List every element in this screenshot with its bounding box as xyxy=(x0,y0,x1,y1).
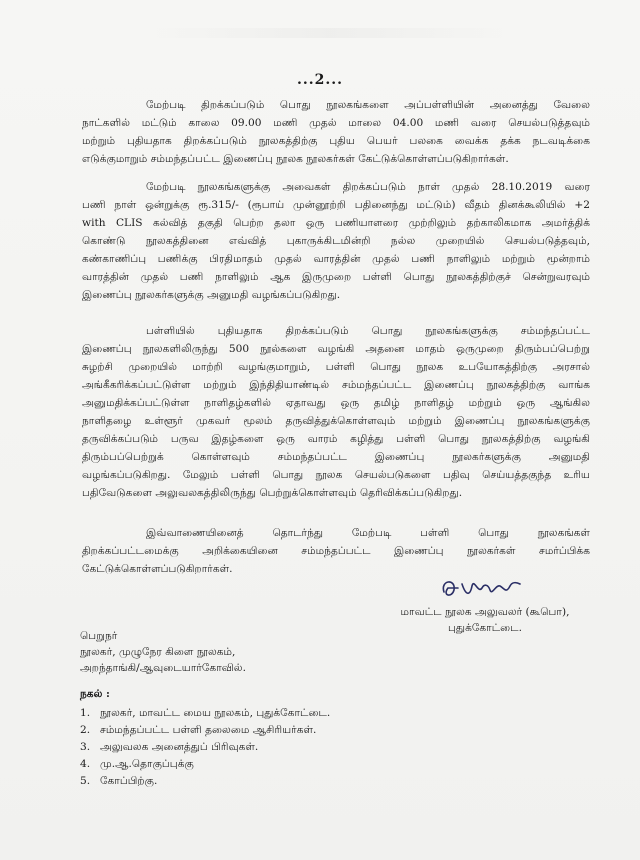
signatory-place: புதுக்கோட்டை. xyxy=(448,622,522,634)
paragraph-line: வழங்கப்படுகிறது. மேலும் பள்ளி பொது நூலக செயல்படுகளை பதிவு செய்யத்தகுந்த உரிய xyxy=(82,469,590,481)
paragraph-line: கொண்டு நூலகத்தினை எவ்வித் புகாருக்கிடமின்றி நல்ல முறையில் செயல்படுத்தவும், xyxy=(82,235,590,247)
signature-mark xyxy=(436,574,526,602)
paragraph-line: அங்கீகரிக்கப்பட்டுள்ள மற்றும் இந்திதியாண்டில் சம்மந்தப்பட்ட இணைப்பு நூலகத்திற்கு வாங்க xyxy=(82,379,590,391)
paragraph-line: அனுமதிக்கப்பட்டுள்ள நாளிதழ்களில் ஏதாவது ஒரு தமிழ் நாளிதழ் மற்றும் ஒரு ஆங்கில xyxy=(82,397,590,409)
paragraph-line: நாளிதழை உள்ளூர் முகவர் மூலம் தருவித்துக்கொள்ளவும் மற்றும் இணைப்பு நூலகங்களுக்கு xyxy=(82,415,590,427)
paragraph-line: எடுக்குமாறும் சம்மந்தப்பட்ட இணைப்பு நூலக நூலகர்கள் கேட்டுக்கொள்ளப்படுகிறார்கள். xyxy=(82,153,509,165)
paragraph-line: மற்றும் புதியதாக திறக்கப்படும் நூலகத்திற்கு புதிய பெயர் பலகை வைக்க தக்க நடவடிக்கை xyxy=(82,135,590,147)
paragraph-line: பதிவேடுகளை அலுவலகத்திலிருந்து பெற்றுக்கொள்ளவும் தெரிவிக்கப்படுகிறது. xyxy=(82,487,463,499)
copy-to-label: நகல் : xyxy=(80,688,110,700)
paragraph-line: கேட்டுக்கொள்ளப்படுகிறார்கள். xyxy=(82,563,233,575)
paragraph-line: இணைப்பு நூலகர்களுக்கு அனுமதி வழங்கப்படுகிறது. xyxy=(82,289,341,301)
page-number: ...2... xyxy=(297,72,343,88)
paragraph-line: திரும்பப்பெற்றுக் கொள்ளவும் சம்மந்தப்பட்ட இணைப்பு நூலகர்களுக்கு அனுமதி xyxy=(82,451,590,463)
paragraph-line: நாட்களில் மட்டும் காலை 09.00 மணி முதல் மாலை 04.00 மணி வரை செயல்படுத்தவும் xyxy=(82,117,590,129)
faint-bleed-through xyxy=(150,28,510,38)
paragraph-line: மேற்படி திறக்கப்படும் பொது நூலகங்களை அப்பள்ளியின் அனைத்து வேலை xyxy=(146,99,590,111)
copy-to-item: 2. சம்மந்தப்பட்ட பள்ளி தலைமை ஆசிரியர்கள். xyxy=(80,724,317,736)
paragraph-3 xyxy=(82,322,590,502)
recipient-line-2: அறந்தாங்கி/ஆவுடையார்கோவில். xyxy=(80,662,246,674)
paragraph-line: வாரத்தின் முதல் பணி நாளிலும் ஆக இருமுறை பள்ளி பொது நூலகத்திற்குச் சென்றுவரவும் xyxy=(82,271,590,283)
paragraph-line: இணைப்பு நூலகளிலிருந்து 500 நூல்களை வழங்கி அதனை மாதம் ஒருமுறை திரும்பப்பெற்று xyxy=(82,343,590,355)
recipient-line-1: நூலகர், முழுநேர கிளை நூலகம், xyxy=(80,646,236,658)
signatory-block xyxy=(370,604,600,636)
recipient-block xyxy=(80,628,380,676)
paragraph-line: திறக்கப்பட்டமைக்கு அறிக்கையினை சம்மந்தப்பட்ட இணைப்பு நூலகர்கள் சமர்ப்பிக்க xyxy=(82,545,590,557)
copy-to-list xyxy=(80,705,480,790)
paragraph-line: சுழற்சி முறையில் மாற்றி வழங்குமாறும், பள்ளி பொது நூலக உபயோகத்திற்கு அரசால் xyxy=(82,361,590,373)
copy-to-item: 4. மு.ஆ.தொகுப்புக்கு xyxy=(80,758,194,770)
paragraph-line: கண்காணிப்பு பணிக்கு பிரதிமாதம் முதல் வாரத்தின் முதல் பணி நாளிலும் மற்றும் மூன்றாம் xyxy=(82,253,590,265)
paragraph-1 xyxy=(82,96,590,168)
copy-to-item: 3. அலுவலக அனைத்துப் பிரிவுகள். xyxy=(80,741,259,753)
copy-to-block xyxy=(80,686,480,790)
paragraph-2 xyxy=(82,178,590,304)
recipient-label: பெறுநர் xyxy=(80,630,118,642)
copy-to-item: 1. நூலகர், மாவட்ட மைய நூலகம், புதுக்கோட்டை. xyxy=(80,707,331,719)
copy-to-item: 5. கோப்பிற்கு. xyxy=(80,775,158,787)
paragraph-line: மேற்படி நூலகங்களுக்கு அவைகள் திறக்கப்படும் நாள் முதல் 28.10.2019 வரை xyxy=(146,181,590,193)
signatory-title: மாவட்ட நூலக அலுவலர் (கூபொ), xyxy=(400,606,570,618)
paragraph-4 xyxy=(82,524,590,578)
paragraph-line: பணி நாள் ஒன்றுக்கு ரூ.315/- (ரூபாய் முன்னூற்றி பதினைந்து மட்டும்) வீதம் தினக்கூலியில் +2 xyxy=(82,199,590,211)
paragraph-line: இவ்வாணையினைத் தொடர்ந்து மேற்படி பள்ளி பொது நூலகங்கள் xyxy=(146,527,590,539)
paragraph-line: பள்ளியில் புதியதாக திறக்கப்படும் பொது நூலகங்களுக்கு சம்மந்தப்பட்ட xyxy=(146,325,590,337)
paragraph-line: தருவிக்கப்படும் பருவ இதழ்களை ஒரு வாரம் கழித்து பள்ளி பொது நூலகத்திற்கு வழங்கி xyxy=(82,433,590,445)
paragraph-line: with CLIS கல்வித் தகுதி பெற்ற தலா ஒரு பணியாளரை முற்றிலும் தற்காலிகமாக அமர்த்திக் xyxy=(82,217,590,229)
